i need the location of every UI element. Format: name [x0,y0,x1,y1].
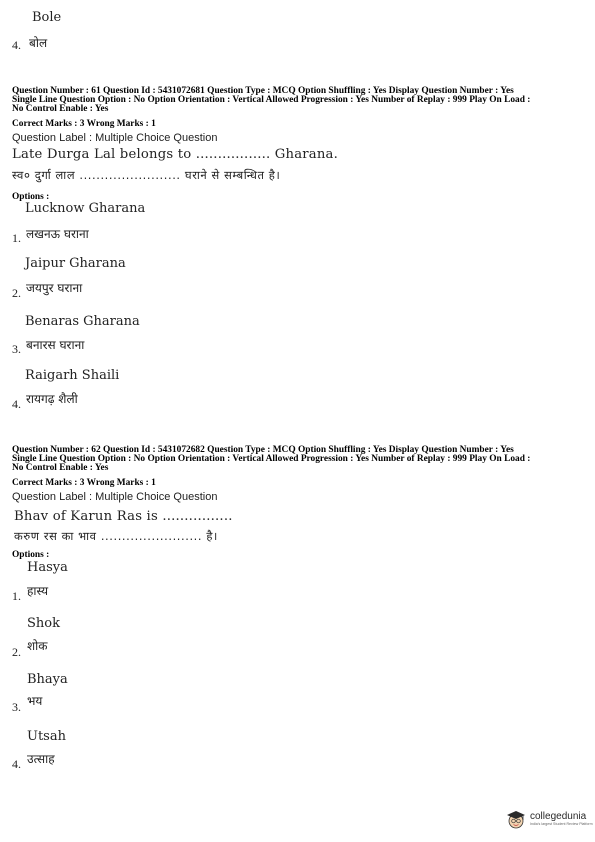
question-meta-line: Question Number : 61 Question Id : 5431072681 Question Type : MCQ Option Shuffling : Yes Display Question Number : Yes [12,86,514,96]
question-label: Question Label : Multiple Choice Question [12,491,218,503]
option-number: 2. [12,286,21,300]
option-text-hi: जयपुर घराना [26,281,83,295]
marks-info: Correct Marks : 3 Wrong Marks : 1 [12,119,156,129]
option-text-en: Hasya [27,560,68,575]
logo-tagline: India's largest Student Review Platform [530,822,593,826]
option-number: 2. [12,645,21,659]
logo-wordmark: collegedunia [530,811,587,822]
option-text-en: Bhaya [27,672,68,687]
option-text-hi: रायगढ़ शैली [26,392,78,406]
option-number: 1. [12,231,21,245]
option-text-hi: शोक [27,639,48,653]
option-text-en: Raigarh Shaili [25,368,120,383]
question-meta-line: Question Number : 62 Question Id : 5431072682 Question Type : MCQ Option Shuffling : Yes Display Question Number : Yes [12,445,514,455]
question-meta-line: Single Line Question Option : No Option Orientation : Vertical Allowed Progression : Yes Number of Replay : 999 Play On Load : [12,454,531,464]
option-number: 3. [12,700,21,714]
question-text-hi: स्व० दुर्गा लाल ........................ घराने से सम्बन्धित है। [12,168,281,182]
option-number: 4. [12,397,21,411]
option-number: 3. [12,342,21,356]
option-text-hi: बोल [29,36,48,50]
question-meta-line: No Control Enable : Yes [12,463,109,473]
option-text-hi: लखनऊ घराना [26,227,89,241]
marks-info: Correct Marks : 3 Wrong Marks : 1 [12,478,156,488]
option-text-en: Jaipur Gharana [25,256,126,271]
question-text-en: Late Durga Lal belongs to ................. Gharana. [12,147,338,162]
option-number: 4. [12,38,21,52]
question-text-hi: करुण रस का भाव ........................ है। [14,529,218,543]
option-number: 1. [12,589,21,603]
option-text-en: Shok [27,616,60,631]
question-text-en: Bhav of Karun Ras is ................ [14,509,233,524]
option-text-en: Utsah [27,729,66,744]
option-text-en: Lucknow Gharana [25,201,146,216]
option-text-en: Bole [32,10,62,25]
option-text-hi: भय [27,694,43,708]
question-meta-line: No Control Enable : Yes [12,104,109,114]
option-text-hi: उत्साह [27,752,55,766]
options-heading: Options : [12,550,50,560]
question-label: Question Label : Multiple Choice Question [12,132,218,144]
collegedunia-logo [505,808,593,830]
option-number: 4. [12,757,21,771]
options-heading: Options : [12,192,50,202]
option-text-hi: बनारस घराना [26,338,85,352]
option-text-en: Benaras Gharana [25,314,140,329]
option-text-hi: हास्य [27,584,49,598]
question-meta-line: Single Line Question Option : No Option Orientation : Vertical Allowed Progression : Yes Number of Replay : 999 Play On Load : [12,95,531,105]
graduate-mascot-icon [505,808,527,830]
